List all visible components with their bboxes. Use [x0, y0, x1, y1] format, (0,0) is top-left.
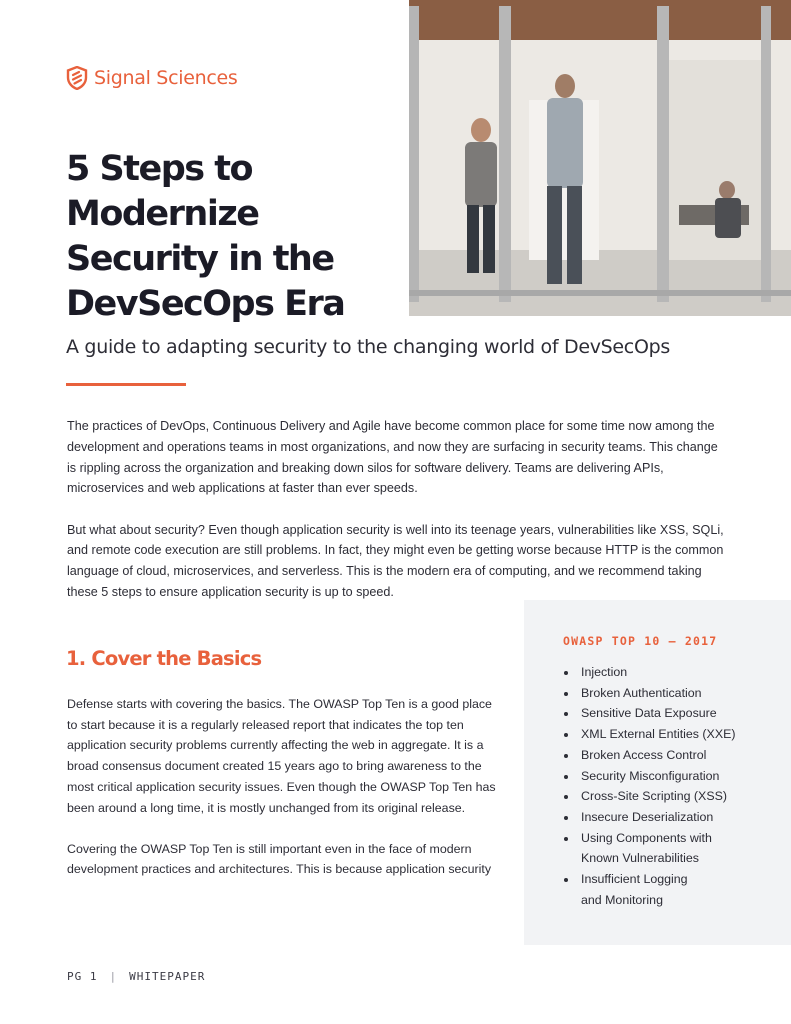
list-item: Using Components with Known Vulnerabilities	[562, 828, 787, 869]
sidebar-heading: OWASP TOP 10 — 2017	[563, 634, 718, 648]
owasp-list	[562, 662, 787, 910]
list-item: Cross-Site Scripting (XSS)	[562, 786, 787, 807]
page-footer	[67, 970, 205, 983]
brand-name: Signal Sciences	[94, 67, 238, 89]
list-item: Broken Authentication	[562, 683, 787, 704]
section-body	[67, 694, 502, 901]
list-item: Insufficient Logging and Monitoring	[562, 869, 787, 910]
accent-divider	[66, 383, 186, 386]
section-heading: 1. Cover the Basics	[66, 647, 262, 670]
brand-logo	[66, 66, 237, 90]
signal-sciences-shield-icon	[66, 66, 88, 90]
intro-paragraph: The practices of DevOps, Continuous Delivery and Agile have become common place for some time now among the development and operations teams in most organizations, and now they are surfacing in security teams. This change is rippling across the organization and breaking down silos for software delivery. Teams are delivering APIs, microservices and web applications at faster than ever speeds.	[67, 419, 718, 496]
intro-paragraph: But what about security? Even though application security is well into its teenage years, vulnerabilities like XSS, SQLi, and remote code execution are still problems. In fact, they might even be getting worse because HTTP is the common language of cloud, microservices, and serverless. This is the modern era of computing, and we recommend taking these 5 steps to ensure application security is up to speed.	[67, 522, 724, 600]
list-item: Injection	[562, 662, 787, 683]
page-subtitle: A guide to adapting security to the changing world of DevSecOps	[66, 336, 670, 358]
page-number: PG 1	[67, 970, 98, 983]
list-item: Insecure Deserialization	[562, 807, 787, 828]
hero-photo	[409, 0, 791, 316]
page-title: 5 Steps to Modernize Security in the DevSecOps Era	[66, 149, 345, 324]
owasp-sidebar	[524, 600, 791, 945]
list-item: XML External Entities (XXE)	[562, 724, 787, 745]
intro-section	[67, 416, 727, 623]
list-item: Broken Access Control	[562, 745, 787, 766]
footer-separator: |	[109, 970, 118, 983]
body-paragraph: Covering the OWASP Top Ten is still important even in the face of modern development practices and architectures. This is because application security	[67, 841, 492, 877]
body-paragraph: Defense starts with covering the basics. The OWASP Top Ten is a good place to start because it is a regularly released report that indicates the top ten application security problems currently affecting the web in aggregate. It is a broad consensus document created 15 years ago to bring awareness to the most critical application security issues. Even though the OWASP Top Ten has been around a long time, it is mostly unchanged from its original release.	[67, 697, 496, 815]
list-item: Security Misconfiguration	[562, 766, 787, 787]
footer-label: WHITEPAPER	[129, 970, 206, 983]
list-item: Sensitive Data Exposure	[562, 703, 787, 724]
